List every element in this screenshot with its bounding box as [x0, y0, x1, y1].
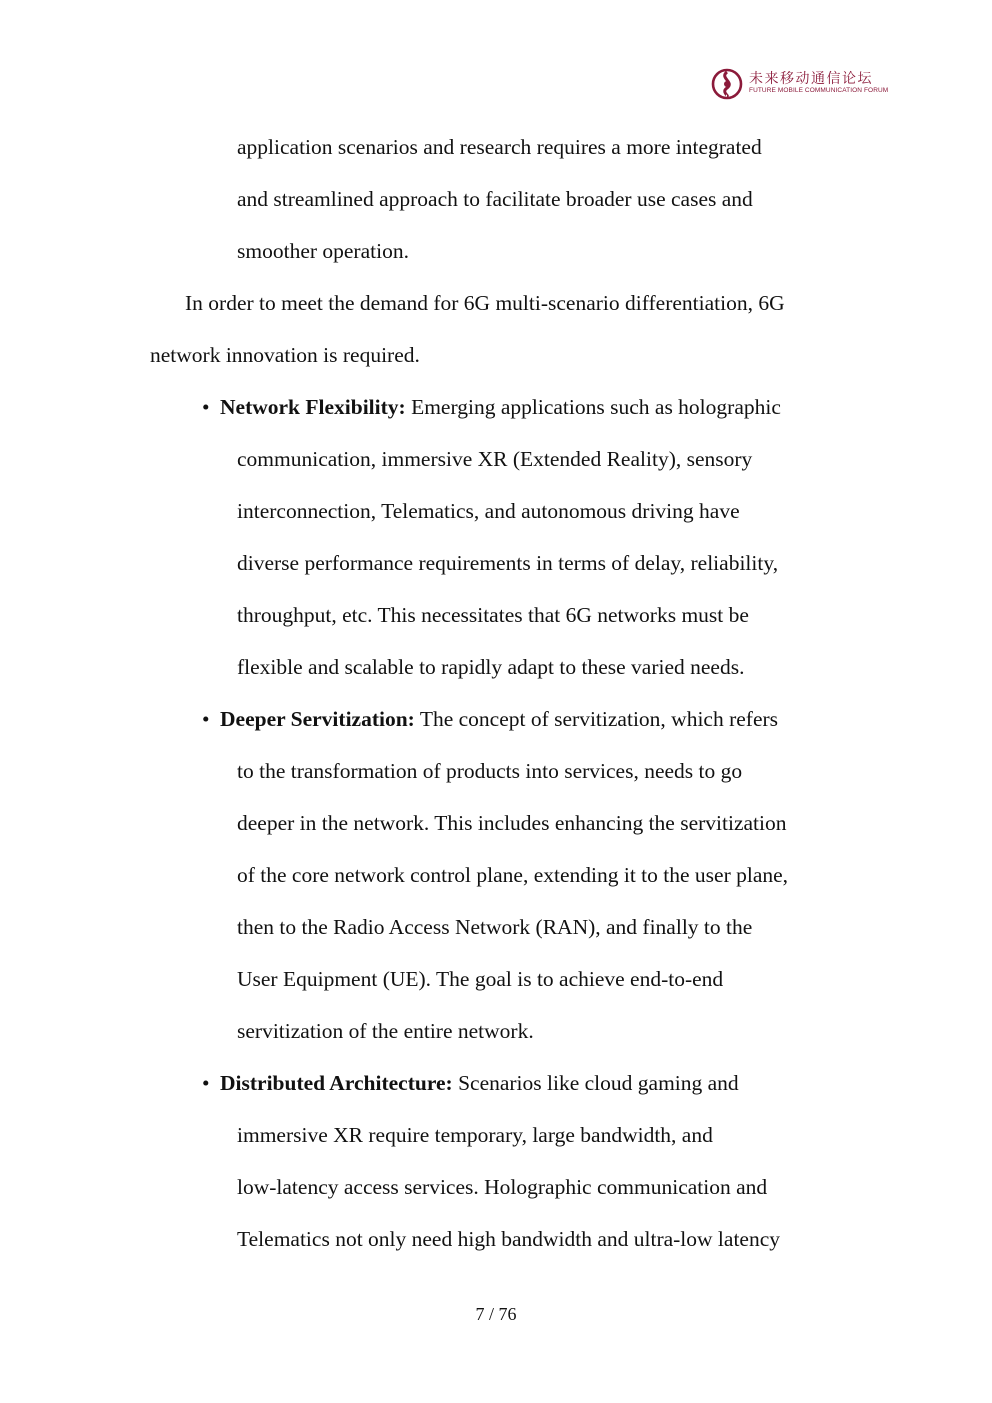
- text-line: network innovation is required.: [150, 343, 420, 367]
- text-line: and streamlined approach to facilitate broader use cases and: [237, 187, 753, 211]
- logo-chinese-text: 未来移动通信论坛: [749, 71, 873, 87]
- text-line: flexible and scalable to rapidly adapt to these varied needs.: [237, 655, 745, 679]
- text-line: smoother operation.: [237, 239, 409, 263]
- bullet-marker: •: [202, 707, 210, 731]
- bullet-title: Distributed Architecture:: [220, 1071, 453, 1095]
- page-number: 7 / 76: [475, 1304, 517, 1324]
- text-line: then to the Radio Access Network (RAN), and finally to the: [237, 915, 753, 939]
- bullet-title: Deeper Servitization:: [220, 707, 415, 731]
- text-line: communication, immersive XR (Extended Reality), sensory: [237, 447, 753, 471]
- text-line: diverse performance requirements in terms of delay, reliability,: [237, 551, 779, 575]
- text-line: interconnection, Telematics, and autonomous driving have: [237, 499, 740, 523]
- text-line: throughput, etc. This necessitates that 6G networks must be: [237, 603, 749, 627]
- text-line: User Equipment (UE). The goal is to achieve end-to-end: [237, 967, 724, 991]
- bullet-first-line: [220, 1070, 739, 1096]
- text-line: servitization of the entire network.: [237, 1019, 534, 1043]
- bullet-text: The concept of servitization, which refers: [414, 707, 779, 731]
- bullet-first-line: [220, 706, 778, 732]
- logo-english-text: FUTURE MOBILE COMMUNICATION FORUM: [749, 87, 889, 94]
- text-line: immersive XR require temporary, large bandwidth, and: [237, 1123, 713, 1147]
- text-line: low-latency access services. Holographic communication and: [237, 1175, 768, 1199]
- forum-logo: [711, 68, 889, 100]
- text-line: deeper in the network. This includes enhancing the servitization: [237, 811, 787, 835]
- bullet-marker: •: [202, 1071, 210, 1095]
- text-line: of the core network control plane, extending it to the user plane,: [237, 863, 789, 887]
- bullet-text: Scenarios like cloud gaming and: [452, 1071, 739, 1095]
- text-line: Telematics not only need high bandwidth and ultra-low latency: [237, 1227, 781, 1251]
- bullet-first-line: [220, 394, 781, 420]
- bullet-marker: •: [202, 395, 210, 419]
- bullet-text: Emerging applications such as holographic: [405, 395, 781, 419]
- text-line: to the transformation of products into services, needs to go: [237, 759, 743, 783]
- forum-logo-icon: [711, 68, 743, 100]
- text-line: In order to meet the demand for 6G multi-scenario differentiation, 6G: [185, 291, 785, 315]
- text-line: application scenarios and research requires a more integrated: [237, 135, 762, 159]
- bullet-title: Network Flexibility:: [220, 395, 406, 419]
